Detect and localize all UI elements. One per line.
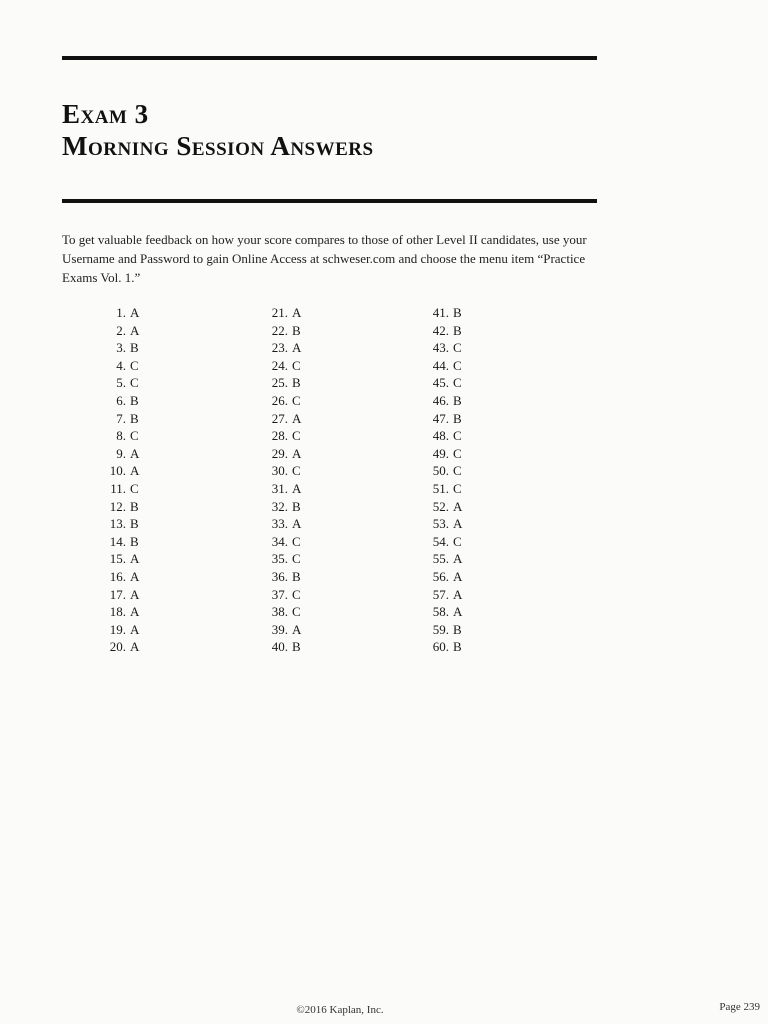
answer-letter: B (453, 322, 462, 338)
page-title (62, 98, 374, 162)
answer-letter: A (453, 516, 463, 532)
question-number: 7. (116, 410, 126, 426)
answer-letter: C (453, 357, 462, 373)
answer-item (262, 339, 301, 357)
answer-letter: A (130, 586, 140, 602)
question-number: 55. (432, 551, 449, 567)
question-number: 28. (271, 428, 288, 444)
answer-letter: A (292, 340, 302, 356)
answer-letter: B (453, 639, 462, 655)
question-number: 1. (116, 305, 126, 320)
answer-item (262, 603, 301, 621)
question-number: 13. (109, 516, 126, 532)
question-number: 41. (432, 305, 449, 320)
answer-letter: C (130, 357, 139, 373)
question-number: 35. (271, 551, 288, 567)
answer-item (262, 427, 301, 445)
answer-letter: A (453, 604, 463, 620)
answer-letter: B (292, 498, 301, 514)
answer-letter: A (130, 604, 140, 620)
answer-letter: C (292, 533, 301, 549)
question-number: 17. (109, 586, 126, 602)
question-number: 53. (432, 516, 449, 532)
question-number: 48. (432, 428, 449, 444)
answer-letter: C (130, 375, 139, 391)
question-number: 24. (271, 357, 288, 373)
question-number: 18. (109, 604, 126, 620)
answer-item (100, 410, 139, 428)
question-number: 60. (432, 639, 449, 655)
answer-letter: C (130, 428, 139, 444)
answer-letter: B (292, 322, 301, 338)
question-number: 46. (432, 392, 449, 408)
title-line-session: Morning Session Answers (62, 131, 374, 161)
question-number: 11. (110, 480, 126, 496)
answer-item (100, 480, 139, 498)
answer-letter: C (453, 428, 462, 444)
answer-letter: C (292, 604, 301, 620)
answer-item (100, 462, 139, 480)
answer-letter: B (453, 621, 462, 637)
answer-letter: A (130, 551, 140, 567)
answer-item (100, 550, 139, 568)
answer-column-2 (262, 304, 301, 656)
answer-letter: C (292, 551, 301, 567)
answer-item (262, 445, 301, 463)
answer-item (100, 586, 139, 604)
question-number: 47. (432, 410, 449, 426)
answer-item (262, 322, 301, 340)
question-number: 37. (271, 586, 288, 602)
question-number: 36. (271, 568, 288, 584)
question-number: 16. (109, 568, 126, 584)
question-number: 43. (432, 340, 449, 356)
question-number: 30. (271, 463, 288, 479)
answer-letter: B (130, 392, 139, 408)
answer-item (100, 445, 139, 463)
question-number: 20. (109, 639, 126, 655)
answer-letter: C (453, 463, 462, 479)
answer-item (100, 304, 139, 322)
answer-letter: A (453, 586, 463, 602)
answer-item (423, 586, 462, 604)
question-number: 4. (116, 357, 126, 373)
question-number: 8. (116, 428, 126, 444)
answer-letter: B (453, 305, 462, 320)
answer-item (262, 621, 301, 639)
question-number: 6. (116, 392, 126, 408)
question-number: 57. (432, 586, 449, 602)
question-number: 5. (116, 375, 126, 391)
answer-letter: C (292, 463, 301, 479)
question-number: 27. (271, 410, 288, 426)
answer-letter: B (130, 516, 139, 532)
answer-item (262, 357, 301, 375)
question-number: 26. (271, 392, 288, 408)
question-number: 34. (271, 533, 288, 549)
answer-letter: A (292, 480, 302, 496)
answer-letter: C (453, 480, 462, 496)
answer-item (423, 374, 462, 392)
bottom-rule (62, 199, 597, 203)
answer-letter: A (292, 621, 302, 637)
answer-letter: B (130, 340, 139, 356)
top-rule (62, 56, 597, 60)
answer-item (423, 515, 462, 533)
answer-item (100, 621, 139, 639)
question-number: 50. (432, 463, 449, 479)
answer-item (262, 304, 301, 322)
answer-item (423, 304, 462, 322)
answer-key (0, 304, 768, 664)
answer-letter: B (453, 392, 462, 408)
intro-paragraph: To get valuable feedback on how your score compares to those of other Level II candidates, use your Username and Password to gain Online Access at schweser.com and choose the menu item “Practice Exams Vol. 1.” (62, 232, 587, 285)
answer-item (100, 339, 139, 357)
question-number: 38. (271, 604, 288, 620)
answer-item (100, 392, 139, 410)
answer-letter: B (130, 498, 139, 514)
answer-item (423, 445, 462, 463)
answer-item (100, 533, 139, 551)
answer-letter: C (292, 357, 301, 373)
answer-column-1 (100, 304, 139, 656)
question-number: 51. (432, 480, 449, 496)
answer-item (100, 322, 139, 340)
answer-letter: A (453, 551, 463, 567)
answer-letter: A (292, 410, 302, 426)
answer-item (262, 638, 301, 656)
answer-letter: C (453, 533, 462, 549)
answer-column-3 (423, 304, 462, 656)
answer-letter: B (292, 568, 301, 584)
answer-letter: C (292, 428, 301, 444)
question-number: 59. (432, 621, 449, 637)
question-number: 58. (432, 604, 449, 620)
question-number: 2. (116, 322, 126, 338)
answer-letter: A (292, 516, 302, 532)
answer-letter: C (292, 586, 301, 602)
copyright-notice: ©2016 Kaplan, Inc. (296, 1004, 384, 1016)
answer-item (100, 374, 139, 392)
question-number: 56. (432, 568, 449, 584)
answer-item (423, 603, 462, 621)
answer-letter: A (453, 568, 463, 584)
answer-letter: A (130, 568, 140, 584)
question-number: 33. (271, 516, 288, 532)
question-number: 21. (271, 305, 288, 320)
answer-letter: B (453, 410, 462, 426)
answer-item (423, 638, 462, 656)
title-line-exam: Exam 3 (62, 99, 149, 129)
answer-item (100, 357, 139, 375)
answer-letter: A (453, 498, 463, 514)
answer-letter: C (453, 340, 462, 356)
answer-item (423, 427, 462, 445)
question-number: 3. (116, 340, 126, 356)
question-number: 23. (271, 340, 288, 356)
question-number: 42. (432, 322, 449, 338)
question-number: 22. (271, 322, 288, 338)
question-number: 40. (271, 639, 288, 655)
answer-item (423, 621, 462, 639)
answer-item (423, 498, 462, 516)
page-number: Page 239 (719, 1001, 760, 1013)
answer-item (423, 357, 462, 375)
question-number: 32. (271, 498, 288, 514)
answer-letter: A (130, 445, 140, 461)
question-number: 44. (432, 357, 449, 373)
question-number: 19. (109, 621, 126, 637)
answer-letter: B (292, 639, 301, 655)
answer-letter: C (292, 392, 301, 408)
answer-item (100, 515, 139, 533)
answer-letter: A (130, 463, 140, 479)
answer-letter: C (130, 480, 139, 496)
answer-letter: B (292, 375, 301, 391)
question-number: 29. (271, 445, 288, 461)
answer-item (262, 586, 301, 604)
answer-item (423, 410, 462, 428)
answer-item (262, 568, 301, 586)
answer-item (100, 427, 139, 445)
question-number: 14. (109, 533, 126, 549)
answer-letter: C (453, 375, 462, 391)
answer-item (262, 515, 301, 533)
answer-item (262, 498, 301, 516)
answer-item (423, 550, 462, 568)
answer-item (262, 462, 301, 480)
answer-letter: A (130, 322, 140, 338)
answer-letter: C (453, 445, 462, 461)
answer-item (262, 533, 301, 551)
answer-item (100, 568, 139, 586)
question-number: 39. (271, 621, 288, 637)
question-number: 9. (116, 445, 126, 461)
question-number: 31. (271, 480, 288, 496)
answer-item (262, 410, 301, 428)
answer-letter: A (292, 445, 302, 461)
answer-item (423, 462, 462, 480)
answer-item (262, 374, 301, 392)
answer-letter: A (130, 305, 140, 320)
question-number: 25. (271, 375, 288, 391)
answer-item (423, 568, 462, 586)
answer-item (262, 392, 301, 410)
question-number: 45. (432, 375, 449, 391)
answer-item (262, 550, 301, 568)
answer-letter: A (130, 621, 140, 637)
answer-letter: B (130, 533, 139, 549)
answer-item (100, 498, 139, 516)
answer-item (423, 533, 462, 551)
answer-item (423, 392, 462, 410)
answer-item (100, 638, 139, 656)
answer-item (262, 480, 301, 498)
question-number: 15. (109, 551, 126, 567)
question-number: 52. (432, 498, 449, 514)
answer-letter: A (292, 305, 302, 320)
question-number: 12. (109, 498, 126, 514)
answer-item (423, 339, 462, 357)
answer-letter: B (130, 410, 139, 426)
answer-letter: A (130, 639, 140, 655)
answer-item (423, 322, 462, 340)
answer-item (423, 480, 462, 498)
question-number: 49. (432, 445, 449, 461)
question-number: 54. (432, 533, 449, 549)
answer-item (100, 603, 139, 621)
question-number: 10. (109, 463, 126, 479)
